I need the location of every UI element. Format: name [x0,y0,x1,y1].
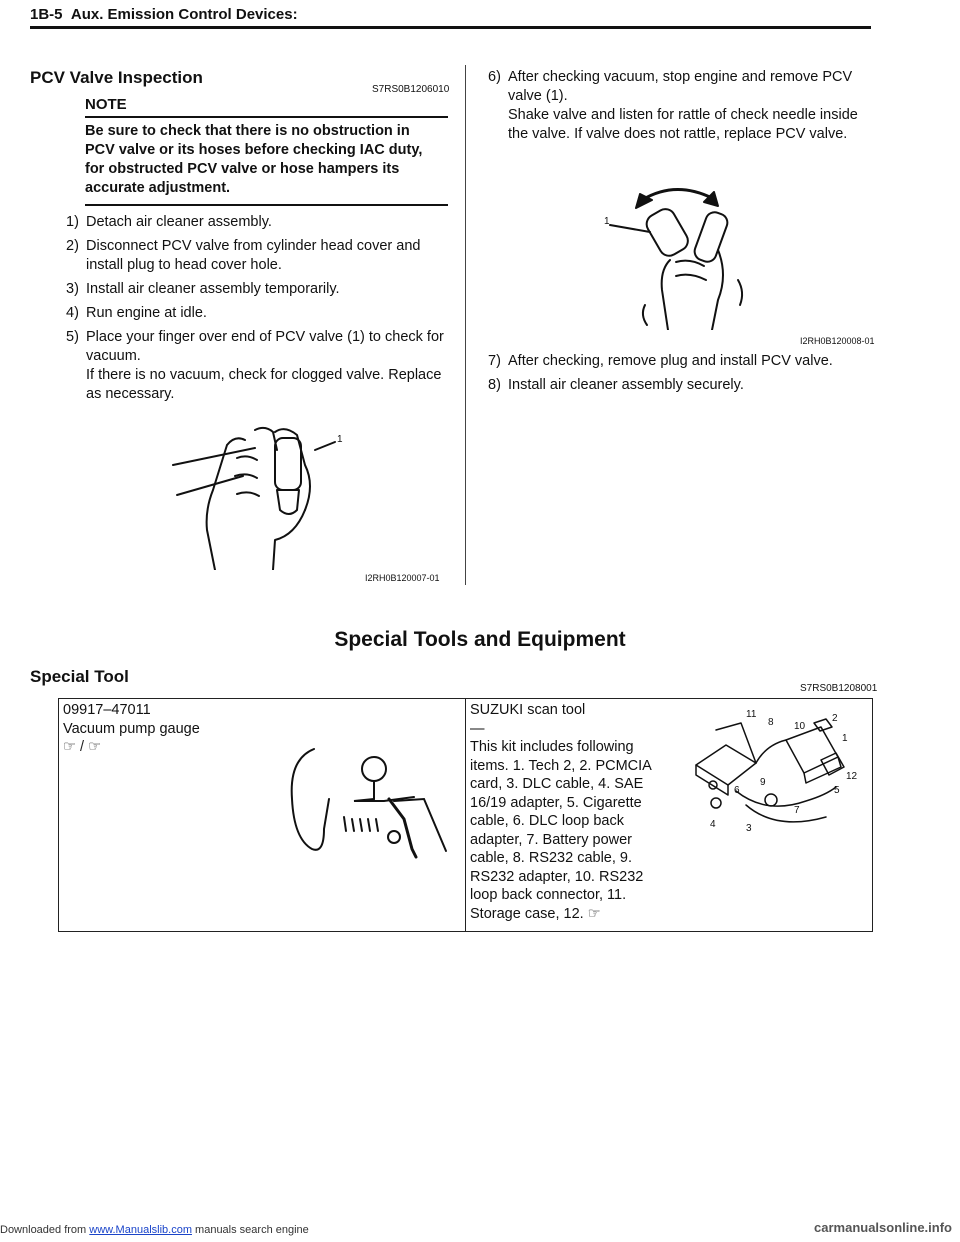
right-figure-label: 1 [604,216,610,227]
step-2: 2) Disconnect PCV valve from cylinder head cover and install plug to head cover hole. [66,238,421,273]
note-bottom-rule [85,204,448,206]
special-tool-subheading: Special Tool [30,667,129,686]
note-title: NOTE [85,96,127,113]
footer: Downloaded from www.Manualslib.com manuals search engine [0,1224,309,1236]
scan-tool-part: SUZUKI scan tool [470,702,586,718]
vacuum-pump-image [284,739,459,869]
scan-tool-kit-image [686,705,861,837]
note-top-rule [85,116,448,118]
column-divider [465,65,466,585]
left-figure-caption: I2RH0B120007-01 [365,573,440,583]
kit-label: 4 [710,819,716,830]
right-figure-caption: I2RH0B120008-01 [800,336,875,346]
step-3: 3) Install air cleaner assembly temporarily. [66,281,340,297]
tool-name: Vacuum pump gauge [63,720,200,737]
kit-label: 1 [842,733,848,744]
left-figure-label: 1 [337,434,343,445]
step-5: 5) Place your finger over end of PCV valve (1) to check for vacuum. If there is no vacuum, check for clogged valve. Replace as necessary. [66,329,444,402]
kit-label: 12 [846,771,858,782]
tool-cell-vacuum-pump [59,699,466,932]
pcv-shake-figure [600,180,750,330]
tool-part-number: 09917–47011 [63,702,151,718]
scan-tool-desc: This kit includes following items. 1. Tech 2, 2. PCMCIA card, 3. DLC cable, 4. SAE 16/19 adapter, 5. Cigarette cable, 6. DLC loop back adapter, 7. Battery power cable, 8. RS232 cable, 9. RS232 adapter, 10. RS232 loop back connector, 11. Storage case, 12. ☞ [470,739,652,922]
special-tool-code: S7RS0B1208001 [800,683,878,694]
kit-label: 5 [834,785,840,796]
right-steps-top [488,68,873,144]
special-tool-table [58,698,873,932]
watermark: carmanualsonline.info [814,1220,952,1235]
kit-label: 9 [760,777,766,788]
step-6: 6) After checking vacuum, stop engine and remove PCV valve (1). Shake valve and listen for rattle of check needle inside the valve. If valve does not rattle, replace PCV valve. [488,69,858,142]
pcv-code: S7RS0B1206010 [372,84,450,95]
kit-label: 10 [794,721,806,732]
kit-label: 7 [794,805,800,816]
step-7: 7) After checking, remove plug and install PCV valve. [488,353,833,369]
kit-label: 6 [734,785,740,796]
scan-tool-name: — [470,720,485,737]
tool-cell-scan-tool [466,699,873,932]
page-header [30,6,298,23]
page-number: 1B-5 [30,6,63,23]
left-steps [66,213,451,404]
pcv-finger-figure [165,420,360,570]
kit-label: 11 [746,709,757,720]
note-body: Be sure to check that there is no obstruction in PCV valve or its hoses before checking IAC duty, for obstructed PCV valve or hose hampers its accurate adjustment. [85,123,423,196]
right-steps-bottom [488,352,873,395]
step-4: 4) Run engine at idle. [66,305,207,321]
kit-label: 3 [746,823,752,834]
pcv-heading: PCV Valve Inspection [30,68,203,87]
step-8: 8) Install air cleaner assembly securely. [488,377,744,393]
special-tools-title: Special Tools and Equipment [334,628,626,651]
manualslib-link[interactable]: www.Manualslib.com [89,1224,192,1236]
kit-label: 8 [768,717,774,728]
tool-refs[interactable]: ☞ / ☞ [63,739,102,755]
step-1: 1) Detach air cleaner assembly. [66,214,272,230]
header-rule [30,26,871,29]
section-title: Aux. Emission Control Devices: [70,6,298,23]
kit-label: 2 [832,713,838,724]
